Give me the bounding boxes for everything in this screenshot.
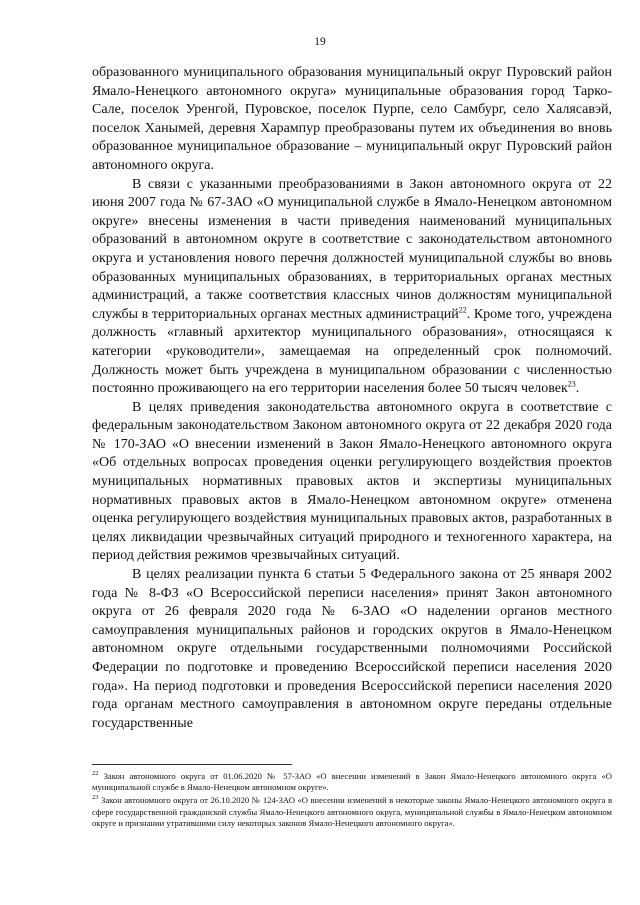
paragraph-2-text-c: . [575, 381, 580, 397]
footnote-23 [92, 795, 612, 829]
paragraph-2 [92, 176, 612, 399]
footnote-separator [92, 764, 292, 765]
page-number: 19 [314, 36, 326, 48]
paragraph-1: образованного муниципального образования муниципальный округ Пуровский район Ямало-Ненецкого автономного округа» муниципальные образования город Тарко-Сале, поселок Уренгой, Пуровское, поселок Пурпе, село Самбург, село Халясавэй, поселок Ханымей, деревня Харампур преобразованы путем их объединения во вновь образованное муниципальное образование – муниципальный округ Пуровский район автономного округа. [92, 65, 612, 173]
footnote-number: 23 [92, 794, 99, 802]
footnote-22 [92, 771, 612, 793]
footnotes [92, 771, 612, 831]
footnote-number: 22 [92, 770, 99, 778]
footnote-ref-23[interactable]: 23 [567, 379, 576, 389]
paragraph-2-text-a: В связи с указанными преобразованиями в Закон автономного округа от 22 июня 2007 года № 67-ЗАО «О муниципальной службе в Ямало-Ненецком автономном округе» внесены изменения в части приведения наименований муниципальных образований в автономном округе в соответствие с законодательством автономного округа и установления нового перечня должностей муниципальной службы во вновь образованных муниципальных образованиях, в территориальных органах местных администраций, а также соответствия классных чинов должностям муниципальной службы в территориальных органах местных администраций [92, 176, 612, 322]
paragraph-4: В целях реализации пункта 6 статьи 5 Федерального закона от 25 января 2002 года № 8-ФЗ «О Всероссийской переписи населения» принят Закон автономного округа от 26 февраля 2020 года № 6-ЗАО «О наделении органов местного самоуправления муниципальных районов и городских округов в Ямало-Ненецком автономном округе отдельными государственными полномочиями Российской Федерации по подготовке и проведению Всероссийской переписи населения 2020 года». На период подготовки и проведения Всероссийской переписи населения 2020 года органам местного самоуправления в автономном округе переданы отдельные государственные [92, 567, 612, 731]
body-text [92, 64, 612, 733]
footnote-ref-22[interactable]: 22 [458, 305, 467, 315]
paragraph-2-text-b: . Кроме того, учреждена должность «главный архитектор муниципального образования», относящаяся к категории «руководители», замещаемая на определенный срок полномочий. Должность может быть учреждена в муниципальном образовании с численностью постоянно проживающего на его территории населения более 50 тысяч человек [92, 306, 612, 397]
paragraph-3: В целях приведения законодательства автономного округа в соответствие с федеральным законодательством Законом автономного округа от 22 декабря 2020 года № 170-ЗАО «О внесении изменений в Закон Ямало-Ненецкого автономного округа «Об отдельных вопросах проведения оценки регулирующего воздействия проектов муниципальных нормативных правовых актов и экспертизы муниципальных нормативных правовых актов в Ямало-Ненецком автономном округе» отменена оценка регулирующего воздействия муниципальных правовых актов, разработанных в целях ликвидации чрезвычайных ситуаций природного и техногенного характера, на период действия режимов чрезвычайных ситуаций. [92, 399, 612, 564]
footnote-text: Закон автономного округа от 01.06.2020 № 57-ЗАО «О внесении изменений в Закон Ямало-Ненецкого автономного округа «О муниципальной службе в Ямало-Ненецком автономном округе». [92, 771, 612, 793]
footnote-text: Закон автономного округа от 26.10.2020 № 124-ЗАО «О внесении изменений в некоторые законы Ямало-Ненецкого автономного округа в сфере государственной гражданской службы Ямало-Ненецкого автономного округа, муниципальной службы в Ямало-Ненецком автономном округе и признании утратившими силу некоторых законов Ямало-Ненецкого автономного округа». [92, 795, 612, 828]
